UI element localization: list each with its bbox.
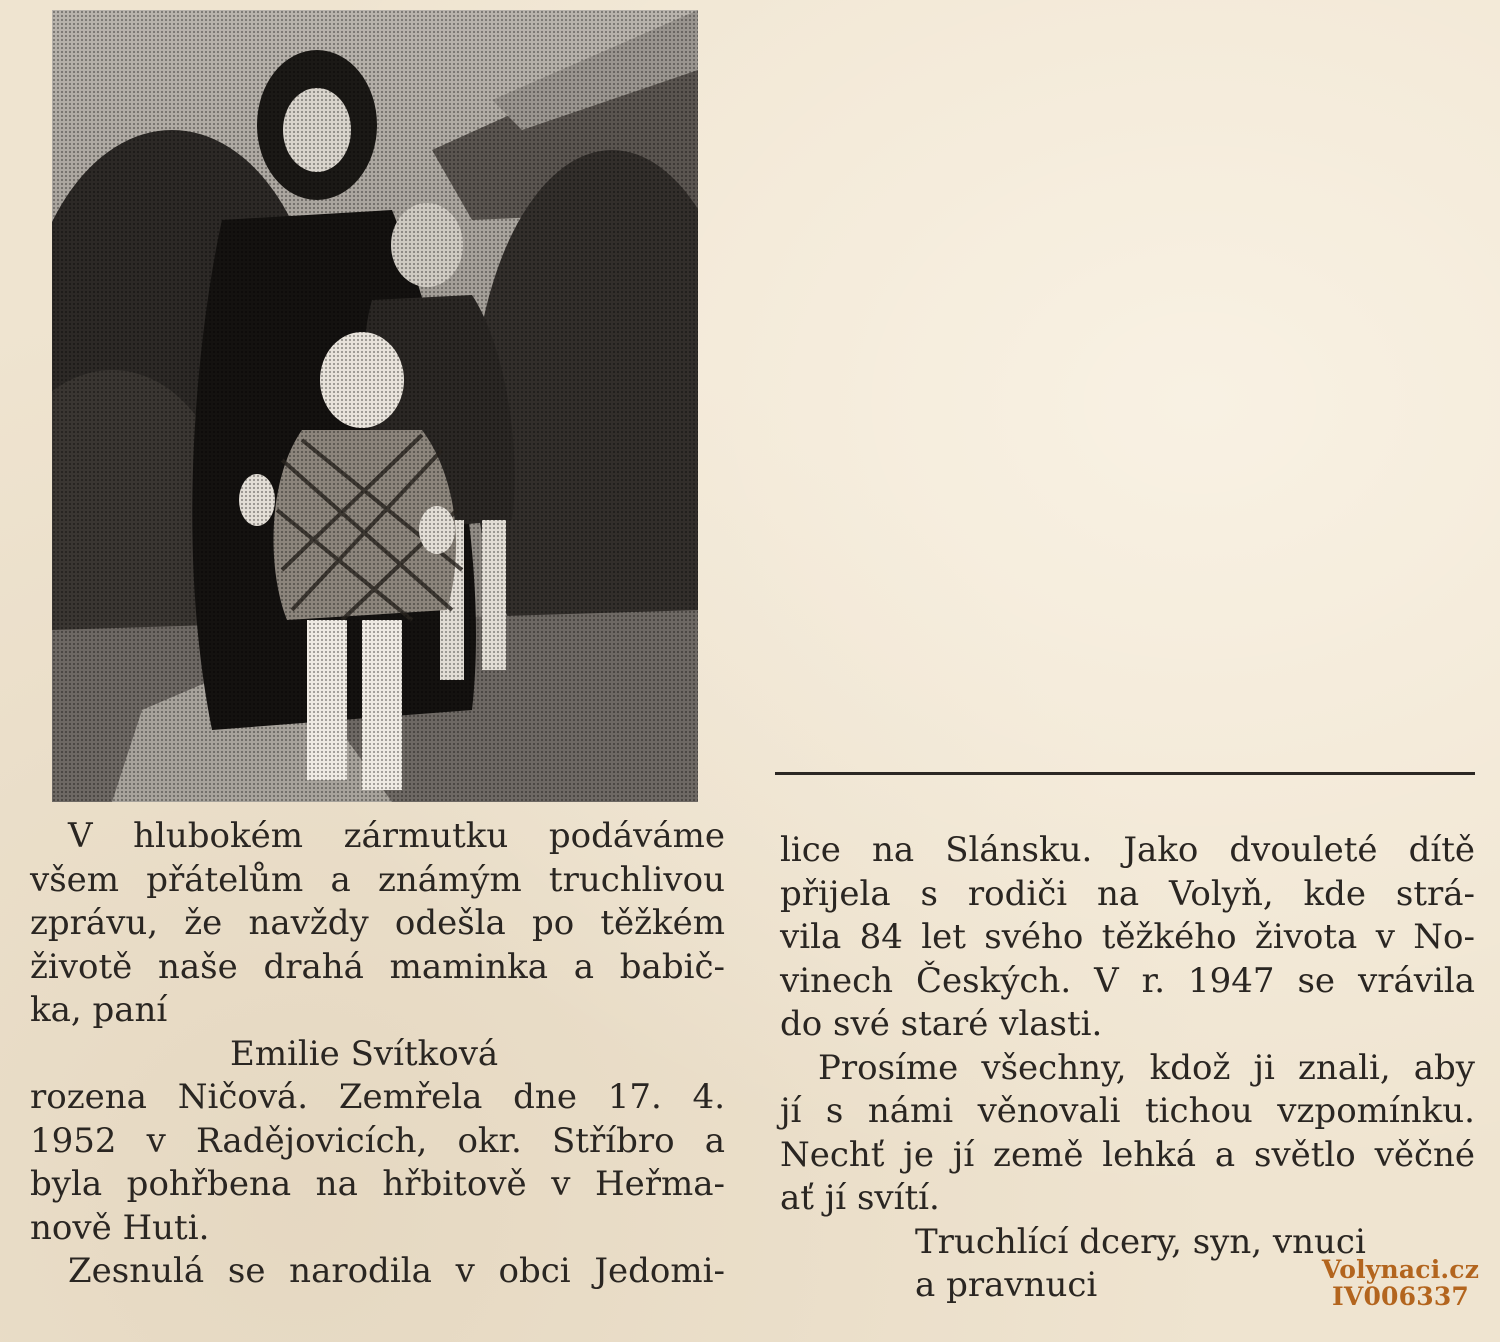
- text-line: lice na Slánsku. Jako dvouleté dítě: [780, 830, 1475, 870]
- text-line: vinech Českých. V r. 1947 se vrávila: [780, 960, 1475, 1001]
- halftone-family-photo-icon: [52, 10, 698, 802]
- text-line: přijela s rodiči na Volyň, kde strá-: [780, 873, 1475, 914]
- text-line: ka, paní: [30, 990, 168, 1030]
- text-line: rozena Ničová. Zemřela dne 17. 4.: [30, 1077, 725, 1117]
- text-line: jí s námi věnovali tichou vzpomínku.: [780, 1091, 1475, 1131]
- obituary-left-column: [30, 815, 725, 1294]
- text-line: Zesnulá se narodila v obci Jedomi-: [68, 1251, 725, 1291]
- text-line: zprávu, že navždy odešla po těžkém: [30, 903, 725, 943]
- column-divider-rule: [775, 772, 1475, 775]
- watermark-site: Volynaci.cz: [1321, 1255, 1480, 1284]
- text-line: V hlubokém zármutku podáváme: [68, 816, 725, 856]
- text-line: všem přátelům a známým truchlivou: [30, 859, 725, 900]
- text-line: byla pohřbena na hřbitově v Heřma-: [30, 1164, 725, 1204]
- text-line: ať jí svítí.: [780, 1178, 940, 1218]
- watermark-id: IV006337: [1331, 1282, 1470, 1311]
- signature-line: Truchlící dcery, syn, vnuci: [915, 1221, 1366, 1262]
- text-line: životě naše drahá maminka a babič-: [30, 946, 725, 987]
- watermark: [1313, 1256, 1488, 1310]
- text-line: 1952 v Radějovicích, okr. Stříbro a: [30, 1120, 725, 1161]
- obituary-right-column: [780, 829, 1475, 1308]
- deceased-name: Emilie Svítková: [230, 1033, 499, 1074]
- text-line: do své staré vlasti.: [780, 1004, 1103, 1044]
- text-line: Nechť je jí země lehká a světlo věčné: [780, 1134, 1475, 1175]
- signature-line: a pravnuci: [915, 1265, 1098, 1305]
- text-line: Prosíme všechny, kdož ji znali, aby: [818, 1047, 1475, 1088]
- text-line: nově Huti.: [30, 1207, 210, 1248]
- family-photo: [52, 10, 698, 802]
- text-line: vila 84 let svého těžkého života v No-: [780, 917, 1475, 957]
